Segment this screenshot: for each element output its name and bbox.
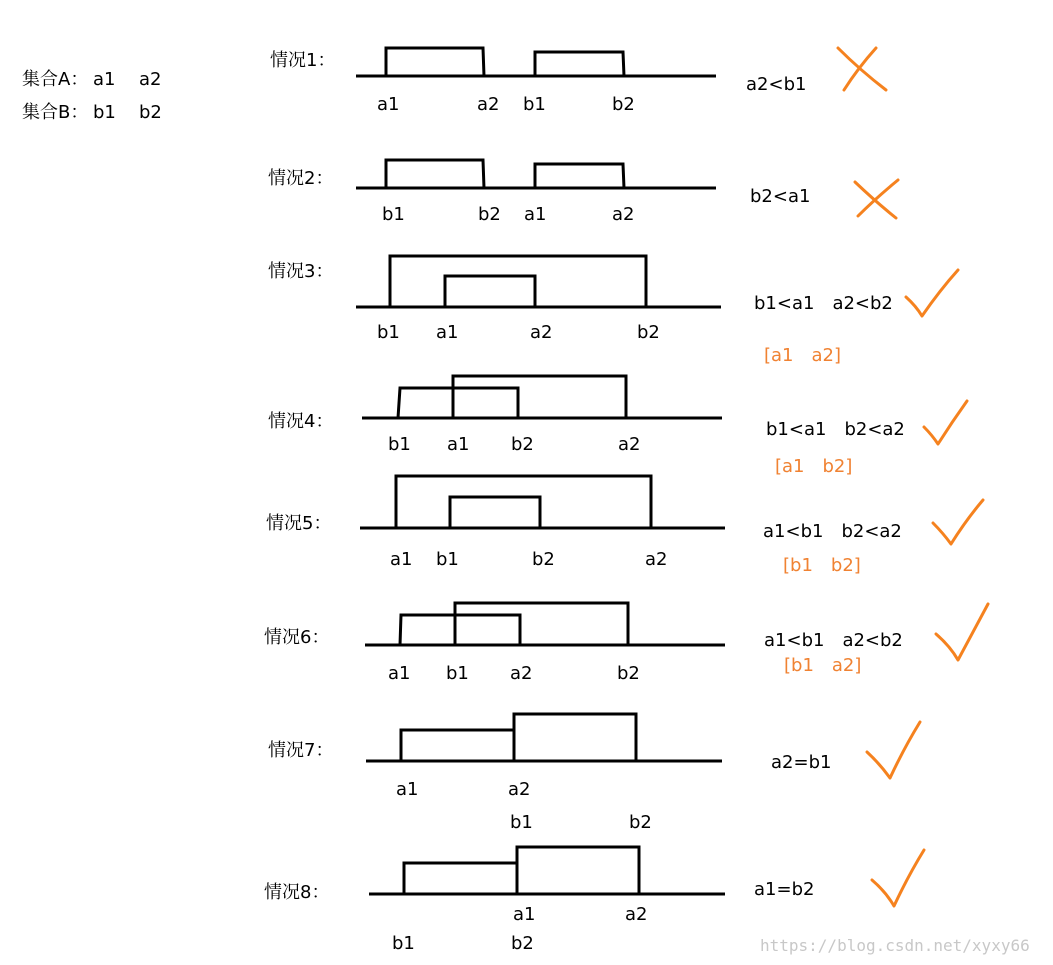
case-label: 情况4： bbox=[268, 411, 334, 432]
endpoint-label: a1 bbox=[377, 94, 400, 115]
interval-a bbox=[401, 730, 514, 761]
interval-b bbox=[455, 603, 628, 645]
condition-text: a2<b1 bbox=[746, 74, 807, 95]
endpoint-label: b2 bbox=[511, 434, 534, 455]
endpoint-label: b1 bbox=[392, 933, 415, 954]
interval-a bbox=[517, 847, 639, 894]
interval-a bbox=[453, 376, 626, 418]
endpoint-label: a1 bbox=[524, 204, 547, 225]
case-6 bbox=[264, 603, 988, 684]
case-7 bbox=[268, 714, 920, 833]
endpoint-label: b2 bbox=[511, 933, 534, 954]
endpoint-label: b2 bbox=[612, 94, 635, 115]
endpoint-label: a1 bbox=[513, 904, 536, 925]
interval-b bbox=[404, 863, 517, 894]
endpoint-label: b1 bbox=[436, 549, 459, 570]
endpoint-label: a1 bbox=[388, 663, 411, 684]
endpoint-label: b2 bbox=[637, 322, 660, 343]
condition-text: b1<a1 a2<b2 bbox=[754, 293, 893, 314]
case-label: 情况3： bbox=[268, 261, 334, 282]
endpoint-label: a2 bbox=[530, 322, 553, 343]
interval-b bbox=[535, 52, 624, 76]
endpoint-label: b1 bbox=[446, 663, 469, 684]
intersection-interval: [b1 b2] bbox=[783, 555, 861, 576]
case-label: 情况5： bbox=[266, 513, 332, 534]
case-label: 情况1： bbox=[270, 50, 336, 71]
case-5 bbox=[266, 476, 983, 576]
set-b-value-2: b2 bbox=[139, 102, 162, 123]
endpoint-label: b2 bbox=[629, 812, 652, 833]
interval-a bbox=[400, 615, 520, 645]
interval-b bbox=[514, 714, 636, 761]
cross-mark bbox=[855, 180, 898, 218]
set-b-value-1: b1 bbox=[93, 102, 116, 123]
interval-b bbox=[450, 497, 540, 528]
interval-a bbox=[445, 276, 535, 307]
case-2 bbox=[268, 160, 898, 225]
case-label: 情况2： bbox=[268, 168, 334, 189]
endpoint-label: a1 bbox=[390, 549, 413, 570]
endpoint-label: a2 bbox=[477, 94, 500, 115]
interval-b bbox=[390, 256, 646, 307]
set-b-label: 集合B： bbox=[22, 102, 89, 123]
endpoint-label: b1 bbox=[377, 322, 400, 343]
set-legend bbox=[22, 69, 162, 123]
watermark: https://blog.csdn.net/xyxy66 bbox=[760, 936, 1030, 955]
case-1 bbox=[270, 48, 886, 115]
endpoint-label: a1 bbox=[447, 434, 470, 455]
intersection-interval: [b1 a2] bbox=[784, 655, 862, 676]
check-mark bbox=[933, 500, 983, 544]
endpoint-label: b1 bbox=[388, 434, 411, 455]
endpoint-label: a1 bbox=[396, 779, 419, 800]
endpoint-label: a2 bbox=[625, 904, 648, 925]
interval-a bbox=[386, 48, 484, 76]
endpoint-label: a1 bbox=[436, 322, 459, 343]
set-a-value-1: a1 bbox=[93, 69, 116, 90]
endpoint-label: b2 bbox=[617, 663, 640, 684]
check-mark bbox=[872, 850, 924, 906]
interval-a bbox=[396, 476, 651, 528]
endpoint-label: a2 bbox=[645, 549, 668, 570]
case-label: 情况8： bbox=[264, 882, 330, 903]
check-mark bbox=[867, 722, 920, 778]
case-4 bbox=[268, 376, 967, 477]
check-mark bbox=[906, 270, 958, 316]
endpoint-label: b2 bbox=[532, 549, 555, 570]
condition-text: a1=b2 bbox=[754, 879, 815, 900]
interval-b bbox=[398, 388, 518, 418]
endpoint-label: b1 bbox=[382, 204, 405, 225]
intersection-interval: [a1 a2] bbox=[764, 345, 842, 366]
interval-b bbox=[386, 160, 484, 188]
endpoint-label: a2 bbox=[508, 779, 531, 800]
cross-mark bbox=[838, 48, 886, 90]
intersection-interval: [a1 b2] bbox=[775, 456, 853, 477]
set-a-value-2: a2 bbox=[139, 69, 162, 90]
condition-text: a1<b1 b2<a2 bbox=[763, 521, 902, 542]
case-3 bbox=[268, 256, 958, 366]
endpoint-label: b1 bbox=[523, 94, 546, 115]
condition-text: b1<a1 b2<a2 bbox=[766, 419, 905, 440]
condition-text: a2=b1 bbox=[771, 752, 832, 773]
endpoint-label: a2 bbox=[618, 434, 641, 455]
endpoint-label: a2 bbox=[612, 204, 635, 225]
set-a-label: 集合A： bbox=[22, 69, 89, 90]
check-mark bbox=[924, 401, 967, 444]
case-label: 情况7： bbox=[268, 740, 334, 761]
condition-text: b2<a1 bbox=[750, 186, 811, 207]
endpoint-label: a2 bbox=[510, 663, 533, 684]
interval-a bbox=[535, 164, 624, 188]
condition-text: a1<b1 a2<b2 bbox=[764, 630, 903, 651]
case-label: 情况6： bbox=[264, 627, 330, 648]
check-mark bbox=[936, 604, 988, 660]
endpoint-label: b1 bbox=[510, 812, 533, 833]
endpoint-label: b2 bbox=[478, 204, 501, 225]
